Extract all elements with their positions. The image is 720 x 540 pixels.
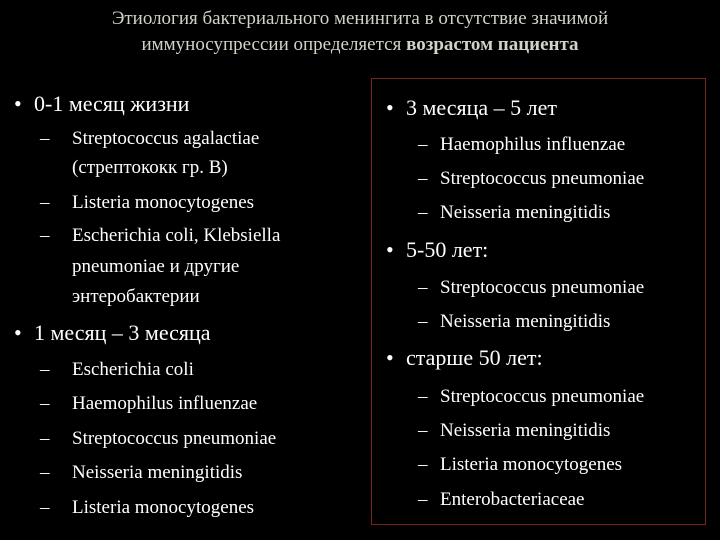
bullet-icon: • xyxy=(14,91,22,116)
dash-icon: – xyxy=(418,420,428,441)
item-text: Streptococcus pneumoniae xyxy=(72,428,277,449)
dash-icon: – xyxy=(418,311,428,332)
heading-text: 0-1 месяц жизни xyxy=(34,91,190,116)
heading-text: 5-50 лет: xyxy=(406,237,489,262)
item-text: Neisseria meningitidis xyxy=(72,462,243,483)
item-text-continued: энтеробактерии xyxy=(72,286,200,307)
item-text: Listeria monocytogenes xyxy=(440,454,623,475)
dash-icon: – xyxy=(40,428,50,449)
dash-icon: – xyxy=(40,359,50,380)
dash-icon: – xyxy=(418,489,428,510)
item-text: Streptococcus pneumoniae xyxy=(440,277,645,298)
bullet-icon: • xyxy=(14,320,22,345)
dash-icon: – xyxy=(418,454,428,475)
bullet-icon: • xyxy=(386,95,394,120)
dash-icon: – xyxy=(418,386,428,407)
dash-icon: – xyxy=(418,277,428,298)
dash-icon: – xyxy=(40,128,50,149)
item-text: Neisseria meningitidis xyxy=(440,420,611,441)
item-text: Escherichia coli xyxy=(72,359,194,380)
item-text: Streptococcus pneumoniae xyxy=(440,168,645,189)
dash-icon: – xyxy=(40,393,50,414)
dash-icon: – xyxy=(418,134,428,155)
dash-icon: – xyxy=(40,225,50,246)
heading-text: старше 50 лет: xyxy=(406,345,543,370)
title-line-2-text: иммуносупрессии определяется xyxy=(141,34,407,55)
slide-title xyxy=(0,6,720,58)
item-text: Streptococcus pneumoniae xyxy=(440,386,645,407)
heading-text: 1 месяц – 3 месяца xyxy=(34,320,211,345)
item-text-continued: (стрептококк гр. В) xyxy=(72,157,228,178)
item-text: Streptococcus agalactiae xyxy=(72,128,260,149)
item-text: Enterobacteriaceae xyxy=(440,489,585,510)
item-text: Neisseria meningitidis xyxy=(440,202,611,223)
bullet-icon: • xyxy=(386,345,394,370)
dash-icon: – xyxy=(40,462,50,483)
item-text: Listeria monocytogenes xyxy=(72,497,255,518)
dash-icon: – xyxy=(418,202,428,223)
dash-icon: – xyxy=(418,168,428,189)
title-emphasis: возрастом пациента xyxy=(406,34,579,55)
dash-icon: – xyxy=(40,192,50,213)
item-text: Listeria monocytogenes xyxy=(72,192,255,213)
item-text: Haemophilus influenzae xyxy=(72,393,258,414)
title-line-2 xyxy=(0,32,720,58)
bullet-icon: • xyxy=(386,237,394,262)
heading-text: 3 месяца – 5 лет xyxy=(406,95,558,120)
item-text: Haemophilus influenzae xyxy=(440,134,626,155)
item-text-continued: pneumoniae и другие xyxy=(72,256,240,277)
item-text: Neisseria meningitidis xyxy=(440,311,611,332)
dash-icon: – xyxy=(40,497,50,518)
item-text: Escherichia coli, Klebsiella xyxy=(72,225,281,246)
title-line-1: Этиология бактериального менингита в отсутствие значимой xyxy=(111,8,609,29)
